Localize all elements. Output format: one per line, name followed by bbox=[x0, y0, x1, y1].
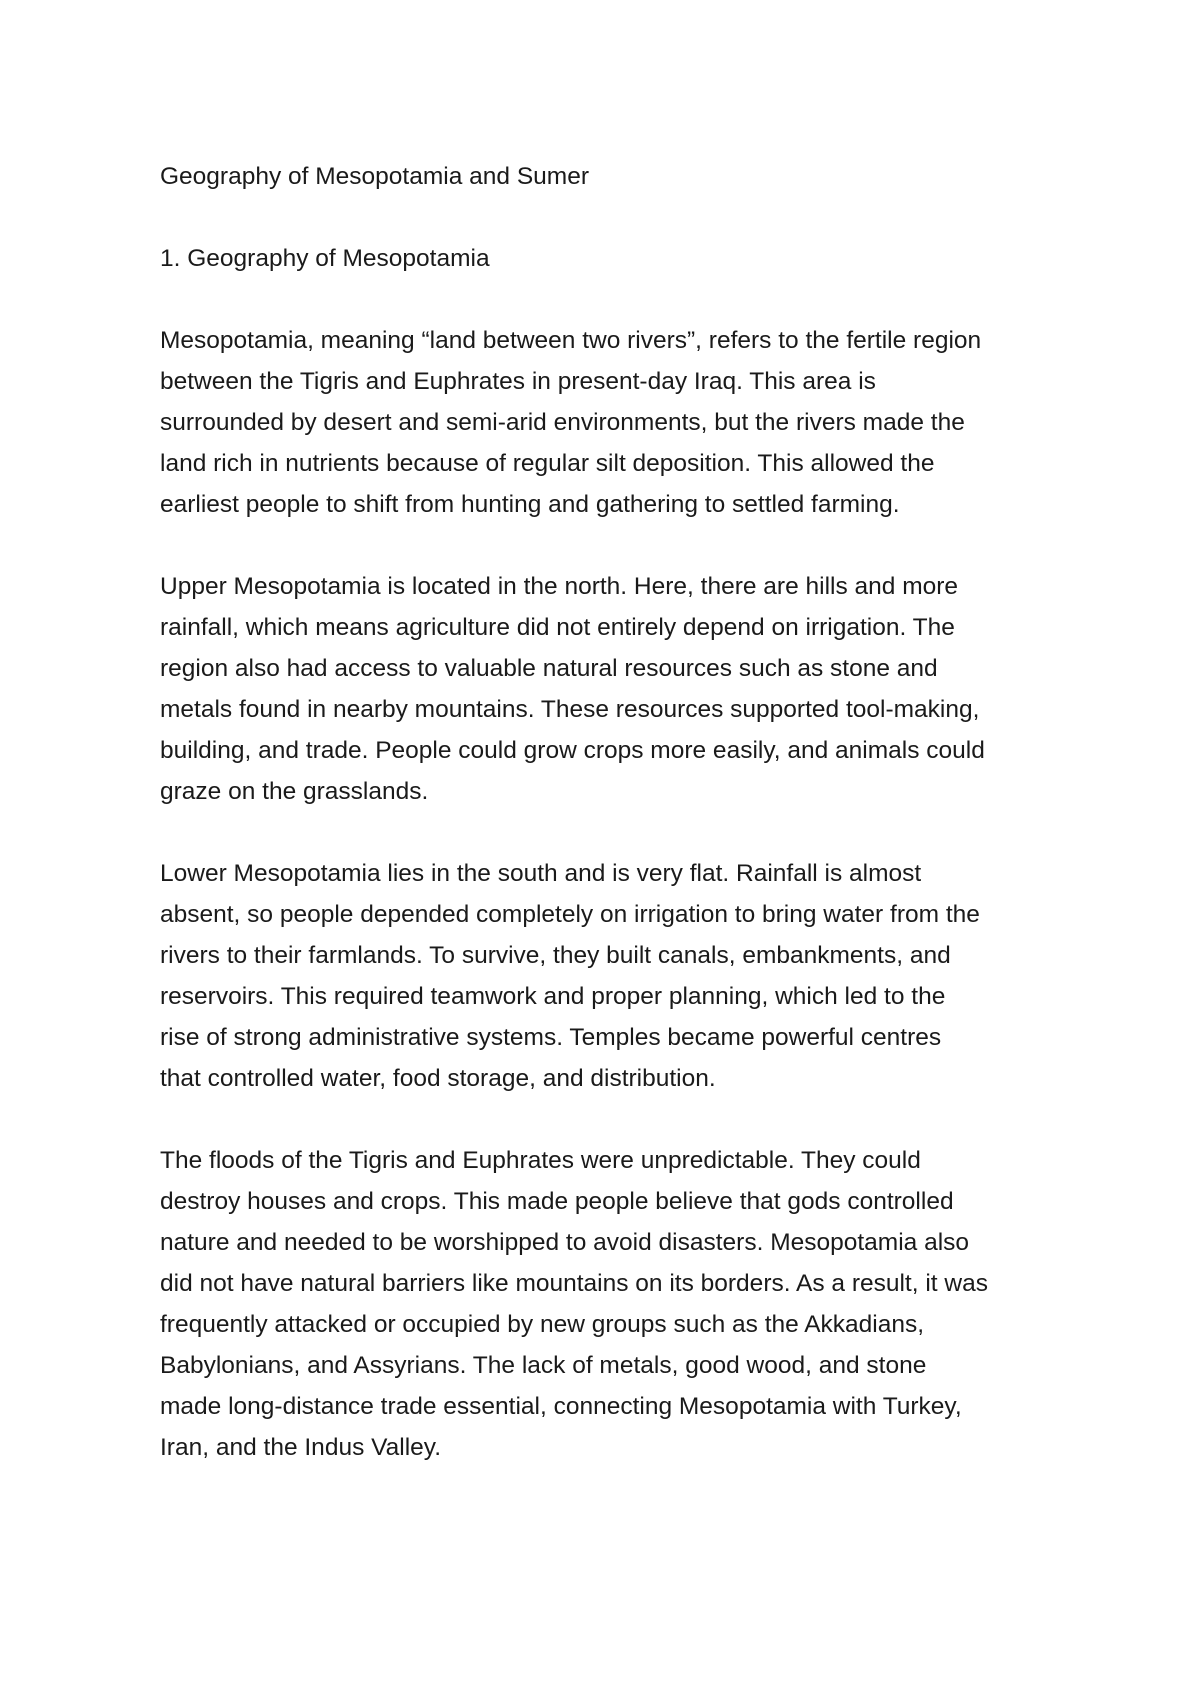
text-line: graze on the grasslands. bbox=[160, 778, 429, 805]
paragraph bbox=[160, 566, 1060, 812]
text-line: rise of strong administrative systems. Temples became powerful centres bbox=[160, 1024, 942, 1051]
paragraph bbox=[160, 1140, 1060, 1468]
document-title: Geography of Mesopotamia and Sumer bbox=[160, 163, 589, 190]
text-line: building, and trade. People could grow crops more easily, and animals could bbox=[160, 737, 985, 764]
text-line: rainfall, which means agriculture did not entirely depend on irrigation. The bbox=[160, 614, 955, 641]
text-line: frequently attacked or occupied by new groups such as the Akkadians, bbox=[160, 1311, 925, 1338]
text-line: reservoirs. This required teamwork and proper planning, which led to the bbox=[160, 983, 946, 1010]
text-line: land rich in nutrients because of regular silt deposition. This allowed the bbox=[160, 450, 935, 477]
text-line: surrounded by desert and semi-arid environments, but the rivers made the bbox=[160, 409, 965, 436]
text-line: Lower Mesopotamia lies in the south and is very flat. Rainfall is almost bbox=[160, 860, 922, 887]
paragraph bbox=[160, 320, 1060, 525]
text-line: region also had access to valuable natural resources such as stone and bbox=[160, 655, 938, 682]
document-body bbox=[160, 156, 1060, 1509]
text-line: Upper Mesopotamia is located in the north. Here, there are hills and more bbox=[160, 573, 959, 600]
text-line: absent, so people depended completely on irrigation to bring water from the bbox=[160, 901, 980, 928]
section-heading: 1. Geography of Mesopotamia bbox=[160, 245, 490, 272]
text-line: Iran, and the Indus Valley. bbox=[160, 1434, 442, 1461]
text-line: did not have natural barriers like mountains on its borders. As a result, it was bbox=[160, 1270, 988, 1297]
text-line: Mesopotamia, meaning “land between two rivers”, refers to the fertile region bbox=[160, 327, 982, 354]
text-line: nature and needed to be worshipped to avoid disasters. Mesopotamia also bbox=[160, 1229, 970, 1256]
paragraph bbox=[160, 853, 1060, 1099]
text-line: Babylonians, and Assyrians. The lack of metals, good wood, and stone bbox=[160, 1352, 927, 1379]
text-line: The floods of the Tigris and Euphrates were unpredictable. They could bbox=[160, 1147, 921, 1174]
text-line: metals found in nearby mountains. These resources supported tool-making, bbox=[160, 696, 980, 723]
text-line: earliest people to shift from hunting and gathering to settled farming. bbox=[160, 491, 900, 518]
text-line: that controlled water, food storage, and distribution. bbox=[160, 1065, 716, 1092]
text-line: between the Tigris and Euphrates in present-day Iraq. This area is bbox=[160, 368, 876, 395]
text-line: rivers to their farmlands. To survive, they built canals, embankments, and bbox=[160, 942, 951, 969]
text-line: destroy houses and crops. This made people believe that gods controlled bbox=[160, 1188, 954, 1215]
text-line: made long-distance trade essential, connecting Mesopotamia with Turkey, bbox=[160, 1393, 962, 1420]
